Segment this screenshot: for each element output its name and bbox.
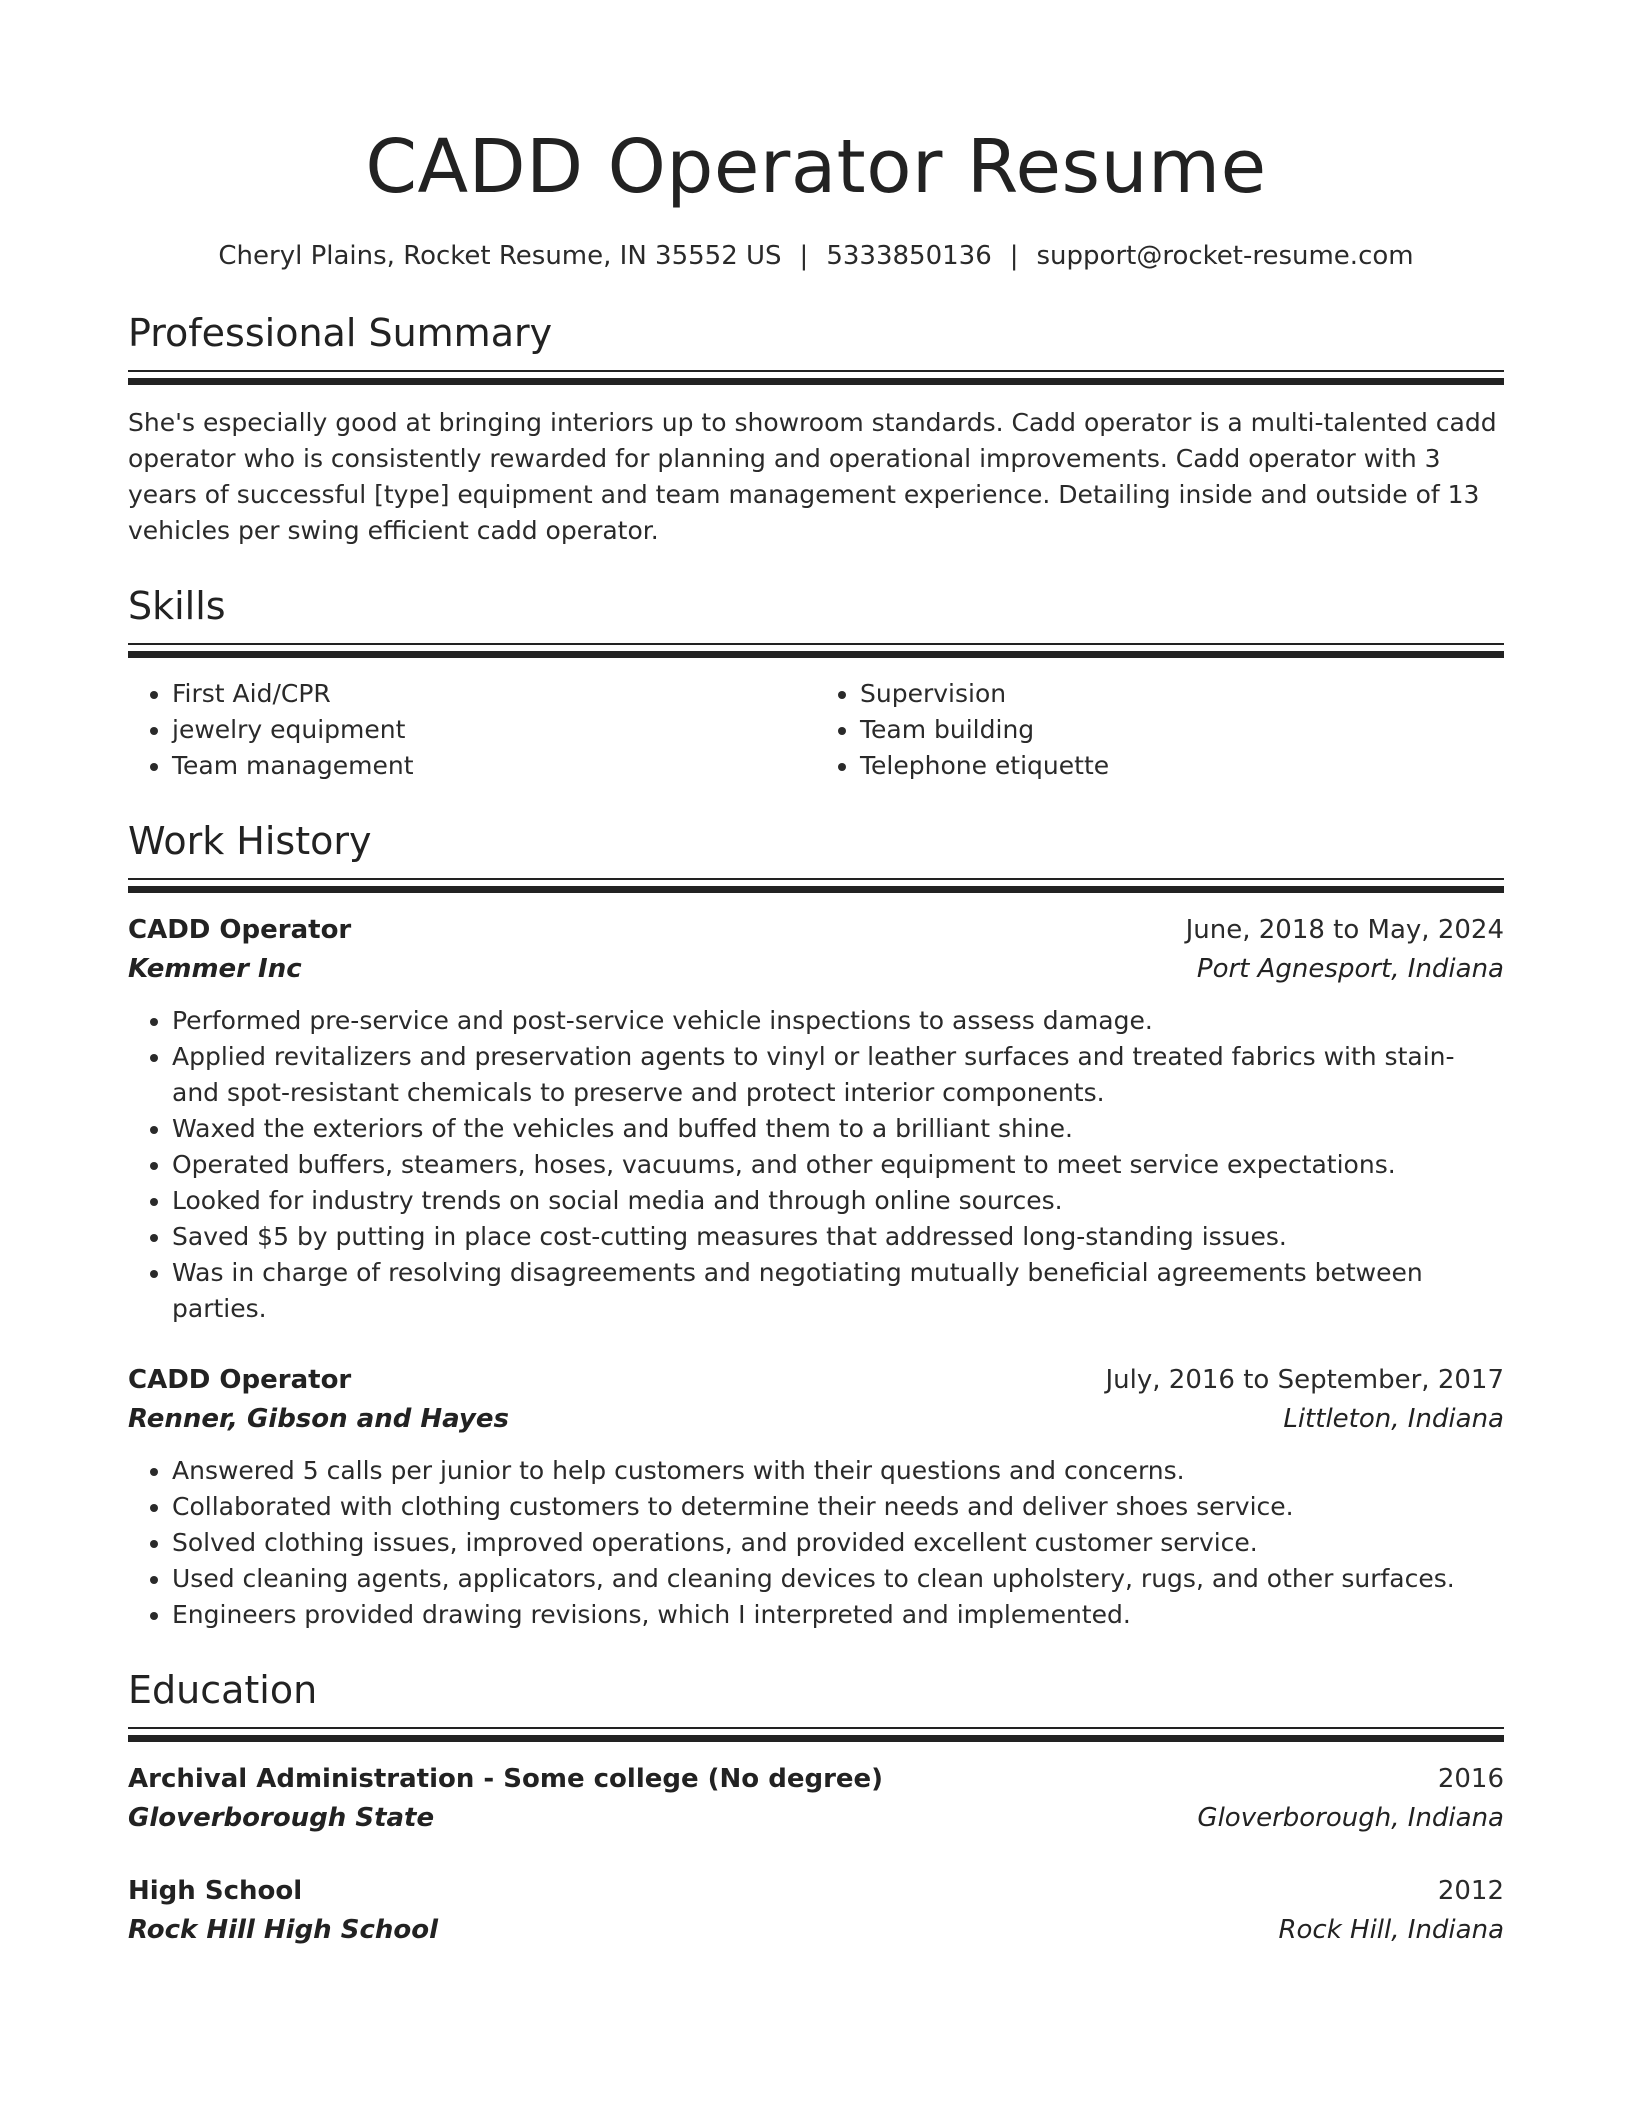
- job-dates: June, 2018 to May, 2024: [1185, 915, 1504, 945]
- skill-item: • Team management: [172, 748, 816, 784]
- summary-text: She's especially good at bringing interiors up to showroom standards. Cadd operator is a multi-talented cadd operator who is consistently rewarded for planning and operational improvements. Cadd operator with 3 years of successful [type] equipment and team management experience. Detailing inside and outside of 13 vehicles per swing efficient cadd operator.: [128, 408, 1497, 545]
- job-bullets: [128, 1453, 1504, 1633]
- job-bullet: • Performed pre-service and post-service vehicle inspections to assess damage.: [172, 1003, 1504, 1039]
- section-divider: [128, 878, 1504, 893]
- job-location: Littleton, Indiana: [1283, 1404, 1504, 1434]
- job-bullet: • Waxed the exteriors of the vehicles and buffed them to a brilliant shine.: [172, 1111, 1504, 1147]
- job-bullet: • Engineers provided drawing revisions, which I interpreted and implemented.: [172, 1597, 1504, 1633]
- skills-list-right: [816, 676, 1504, 784]
- job-title: CADD Operator: [128, 1365, 352, 1395]
- skills-list-left: [128, 676, 816, 784]
- section-divider: [128, 643, 1504, 658]
- contact-line: [128, 238, 1504, 274]
- contact-separator: |: [799, 241, 809, 271]
- education-section: [128, 1665, 1504, 1950]
- skills-columns: [128, 676, 1504, 784]
- contact-phone: 5333850136: [826, 241, 992, 271]
- job-title: CADD Operator: [128, 915, 352, 945]
- company-name: Kemmer Inc: [128, 954, 302, 984]
- job-bullet: • Collaborated with clothing customers to determine their needs and deliver shoes service.: [172, 1489, 1504, 1525]
- job-bullets: [128, 1003, 1504, 1327]
- resume-title: CADD Operator Resume: [365, 124, 1267, 210]
- job-bullet: • Answered 5 calls per junior to help customers with their questions and concerns.: [172, 1453, 1504, 1489]
- school-location: Gloverborough, Indiana: [1197, 1803, 1504, 1833]
- contact-separator: |: [1009, 241, 1019, 271]
- education-entry: [128, 1872, 1504, 1950]
- skill-item: • First Aid/CPR: [172, 676, 816, 712]
- job-bullet: • Operated buffers, steamers, hoses, vacuums, and other equipment to meet service expectations.: [172, 1147, 1504, 1183]
- job-location: Port Agnesport, Indiana: [1196, 954, 1504, 984]
- summary-heading: Professional Summary: [128, 311, 553, 355]
- school-name: Gloverborough State: [128, 1803, 435, 1833]
- degree-name: High School: [128, 1876, 303, 1906]
- skill-item: • Telephone etiquette: [860, 748, 1504, 784]
- skill-item: • Team building: [860, 712, 1504, 748]
- job-dates: July, 2016 to September, 2017: [1105, 1365, 1504, 1395]
- graduation-year: 2016: [1437, 1764, 1504, 1794]
- company-name: Renner, Gibson and Hayes: [128, 1404, 509, 1434]
- graduation-year: 2012: [1437, 1876, 1504, 1906]
- section-divider: [128, 370, 1504, 385]
- job-entry: [128, 1361, 1504, 1633]
- section-divider: [128, 1727, 1504, 1742]
- degree-name: Archival Administration - Some college (No degree): [128, 1764, 884, 1794]
- skills-heading: Skills: [128, 584, 226, 628]
- school-name: Rock Hill High School: [128, 1915, 439, 1945]
- work-section: [128, 816, 1504, 1633]
- education-heading: Education: [128, 1668, 318, 1712]
- education-entry: [128, 1760, 1504, 1838]
- work-heading: Work History: [128, 819, 372, 863]
- job-bullet: • Applied revitalizers and preservation agents to vinyl or leather surfaces and treated fabrics with stain- and spot-resistant chemicals to preserve and protect interior components.: [172, 1039, 1504, 1111]
- contact-address: Cheryl Plains, Rocket Resume, IN 35552 US: [218, 241, 782, 271]
- skill-item: • jewelry equipment: [172, 712, 816, 748]
- skill-item: • Supervision: [860, 676, 1504, 712]
- job-bullet: • Looked for industry trends on social media and through online sources.: [172, 1183, 1504, 1219]
- job-bullet: • Solved clothing issues, improved operations, and provided excellent customer service.: [172, 1525, 1504, 1561]
- summary-section: [128, 308, 1504, 549]
- job-bullet: • Was in charge of resolving disagreements and negotiating mutually beneficial agreements between parties.: [172, 1255, 1504, 1327]
- school-location: Rock Hill, Indiana: [1278, 1915, 1504, 1945]
- contact-email: support@rocket-resume.com: [1036, 241, 1414, 271]
- job-entry: [128, 911, 1504, 1327]
- job-bullet: • Saved $5 by putting in place cost-cutting measures that addressed long-standing issues.: [172, 1219, 1504, 1255]
- job-bullet: • Used cleaning agents, applicators, and cleaning devices to clean upholstery, rugs, and other surfaces.: [172, 1561, 1504, 1597]
- skills-section: [128, 581, 1504, 784]
